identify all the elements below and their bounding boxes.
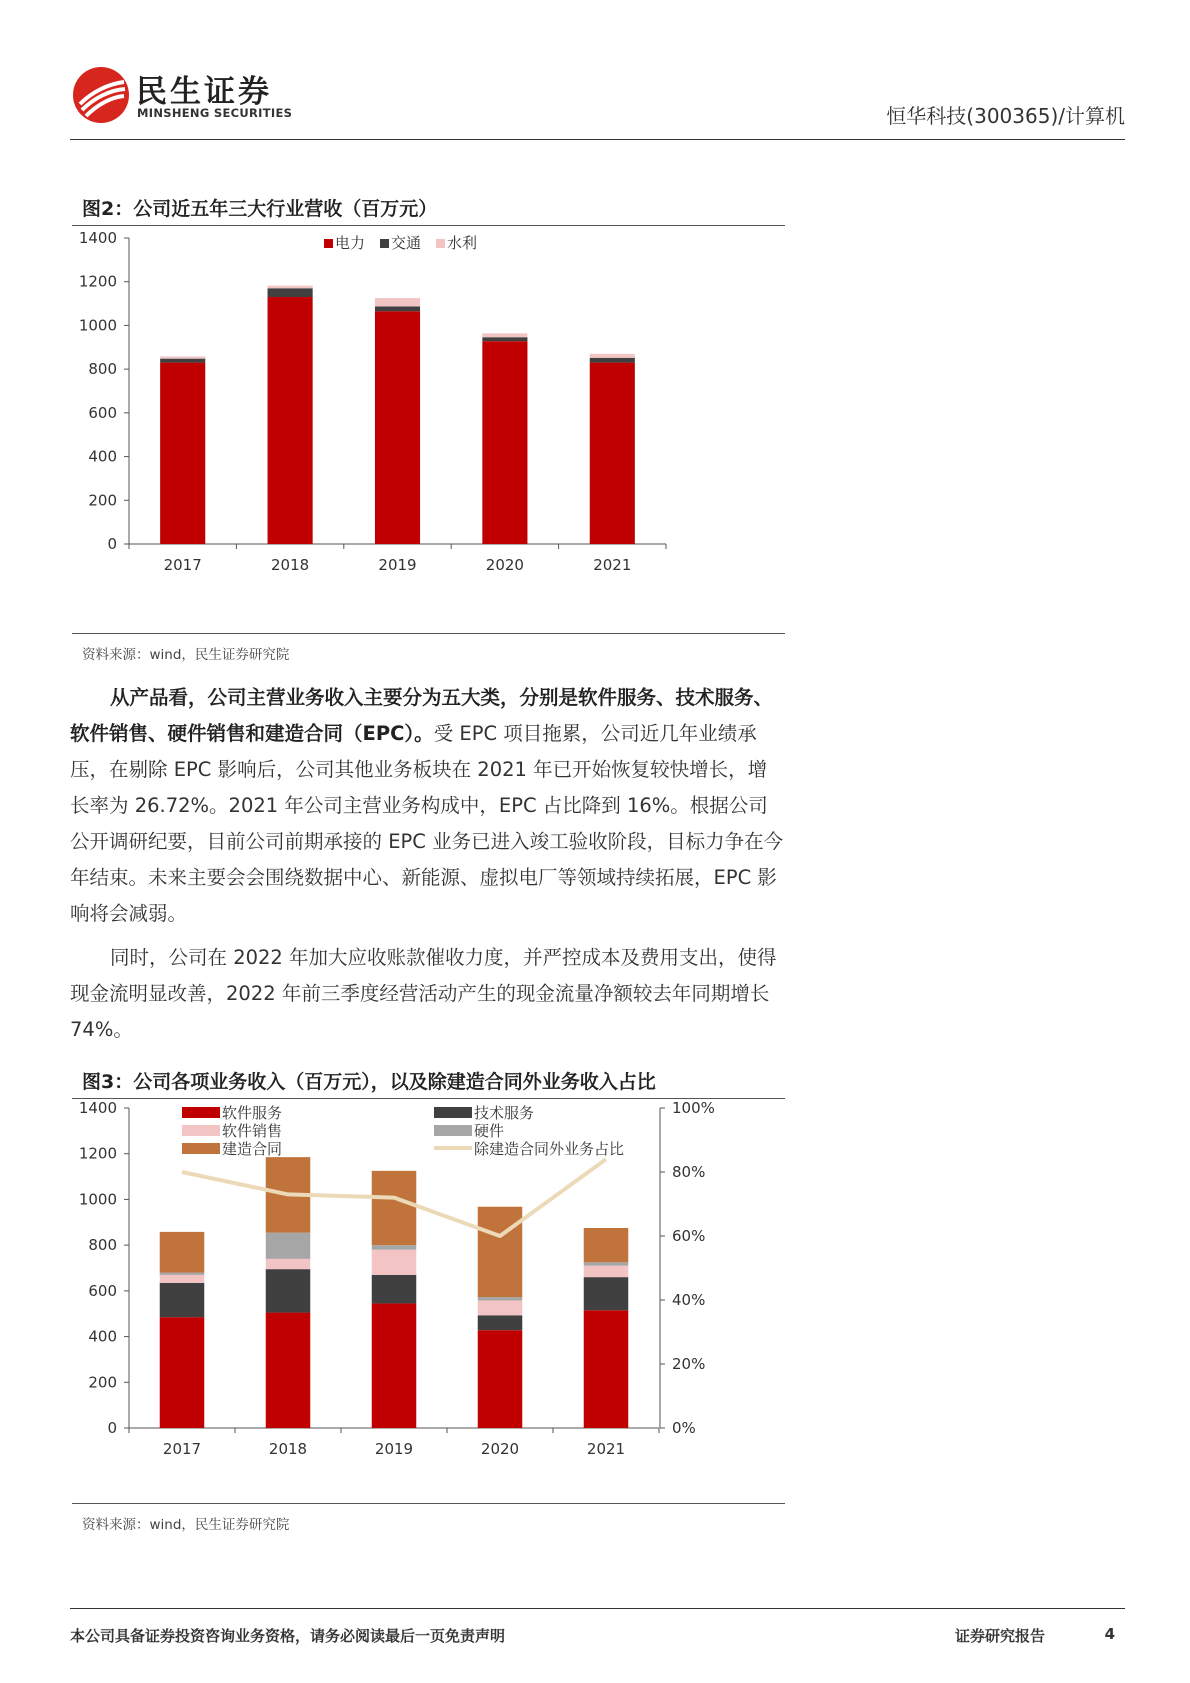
bar-segment [478,1297,523,1300]
legend-swatch [324,239,333,248]
bar-segment [482,333,527,337]
figure2-title: 图2：公司近五年三大行业营收（百万元） [72,194,785,226]
x-tick-label: 2017 [162,1440,202,1458]
x-tick-label: 2019 [378,556,417,574]
page-footer [70,1608,1125,1645]
figure2-source-divider [72,633,785,634]
bar-segment [372,1303,417,1428]
y-tick-label: 1000 [78,316,117,335]
legend-label: 软件销售 [222,1122,283,1140]
bar-segment [590,354,635,358]
y2-tick-label: 20% [672,1355,706,1373]
bar-segment [372,1275,417,1304]
bar-segment [584,1262,629,1265]
bar-segment [266,1269,311,1312]
legend-swatch [380,239,389,248]
logo [70,64,390,128]
y2-tick-label: 60% [672,1227,706,1245]
figure3-chart-svg [72,1101,785,1501]
bar-segment [590,363,635,544]
bar-segment [160,1317,205,1428]
logo-english-text: MINSHENG SECURITIES [137,106,293,120]
bar-segment [482,337,527,341]
bar-segment [478,1300,523,1315]
bar-segment [266,1259,311,1269]
paragraph-cashflow-text: 同时，公司在 2022 年加大应收账款催收力度，并严控成本及费用支出，使得现金流明显改善，2022 年前三季度经营活动产生的现金流量净额较去年同期增长 74%。 [70,946,777,1041]
legend-label: 交通 [391,234,422,252]
bar-segment [160,1232,205,1273]
bar-segment [160,1275,205,1283]
bar-segment [160,356,205,358]
figure3-chart [72,1101,785,1501]
legend-label: 电力 [335,234,366,252]
paragraph-cashflow [70,940,786,1048]
y-tick-label: 1400 [78,230,117,247]
bar-segment [584,1228,629,1262]
page-number: 4 [1104,1625,1115,1643]
paragraph-products [70,680,786,932]
paragraph-products-bold: 从产品看，公司主营业务收入主要分为五大类，分别是软件服务、技术服务、软件销售、硬件销售和建造合同（EPC）。 [70,686,774,745]
bar-segment [584,1310,629,1428]
bar-segment [375,298,420,306]
y-tick-label: 400 [88,1327,117,1346]
legend-label: 除建造合同外业务占比 [474,1140,625,1158]
disclaimer-note: 本公司具备证券投资咨询业务资格，请务必阅读最后一页免责声明 [70,1627,506,1645]
logo-chinese-text: 民生证券 [136,74,272,110]
figure2-chart-svg [72,230,785,630]
x-tick-label: 2020 [485,556,524,574]
bar-segment [375,306,420,311]
bar-segment [268,297,313,544]
figure3-source-divider [72,1503,785,1504]
legend-label: 软件服务 [222,1104,283,1122]
bar-segment [584,1266,629,1277]
bar-segment [482,341,527,544]
y2-tick-label: 100% [672,1101,715,1117]
legend-label: 技术服务 [474,1104,535,1122]
report-subject: 恒华科技(300365)/计算机 [886,104,1125,128]
y-tick-label: 800 [88,1236,117,1255]
bar-segment [372,1171,417,1245]
bar-segment [266,1233,311,1259]
y2-tick-label: 40% [672,1291,706,1309]
page-header [70,62,1125,140]
y-tick-label: 600 [88,403,117,422]
y-tick-label: 600 [88,1281,117,1300]
bar-segment [590,358,635,363]
bar-segment [375,311,420,544]
paragraph-products-text: 受 EPC 项目拖累，公司近几年业绩承压，在剔除 EPC 影响后，公司其他业务板块在 2021 年已开始恢复较快增长，增长率为 26.72%。2021 年公司主营业务构成中，EPC 占比降到 16%。根据公司公开调研纪要，目前公司前期承接的 EPC 业务已进入竣工验收阶段，目标力争在今年结束。未来主要会会围绕数据中心、新能源、虚拟电厂等领域持续拓展，EPC 影响将会减弱。 [70,722,784,925]
y-tick-label: 800 [88,360,117,379]
legend-swatch [434,1125,472,1136]
bar-segment [160,363,205,544]
bar-segment [478,1315,523,1330]
bar-segment [372,1245,417,1250]
x-tick-label: 2017 [163,556,202,574]
legend-label: 水利 [447,234,478,252]
y-tick-label: 1000 [78,1190,117,1209]
figure3-source: 资料来源：wind，民生证券研究院 [82,1517,290,1533]
legend-swatch [436,239,445,248]
y-tick-label: 400 [88,447,117,466]
legend-label: 硬件 [474,1122,505,1140]
bar-segment [160,1283,205,1317]
minsheng-logo-icon [70,64,132,126]
bar-segment [372,1250,417,1275]
bar-segment [266,1313,311,1428]
y-tick-label: 1200 [78,1144,117,1163]
y-tick-label: 0 [107,1419,117,1437]
y-tick-label: 200 [88,491,117,510]
bar-segment [478,1207,523,1297]
y-tick-label: 1400 [78,1101,117,1117]
x-tick-label: 2021 [586,1440,626,1458]
legend-swatch [434,1107,472,1118]
y-tick-label: 200 [88,1373,117,1392]
figure2-source: 资料来源：wind，民生证券研究院 [82,647,290,663]
bar-segment [268,286,313,289]
x-tick-label: 2018 [271,556,310,574]
report-type: 证券研究报告 [954,1627,1045,1645]
legend-swatch [182,1143,220,1154]
bar-segment [160,1273,205,1275]
y2-tick-label: 80% [672,1163,706,1181]
x-tick-label: 2020 [480,1440,520,1458]
legend-label: 建造合同 [222,1140,283,1158]
y-tick-label: 1200 [78,272,117,291]
figure3-title: 图3：公司各项业务收入（百万元），以及除建造合同外业务收入占比 [72,1067,785,1099]
x-tick-label: 2021 [593,556,632,574]
bar-segment [478,1330,523,1428]
bar-segment [160,359,205,363]
bar-segment [268,288,313,297]
y-tick-label: 0 [107,535,117,553]
bar-segment [584,1277,629,1310]
y2-tick-label: 0% [672,1419,696,1437]
x-tick-label: 2018 [268,1440,308,1458]
x-tick-label: 2019 [374,1440,414,1458]
figure2-chart [72,230,785,630]
legend-swatch [182,1125,220,1136]
legend-swatch [182,1107,220,1118]
